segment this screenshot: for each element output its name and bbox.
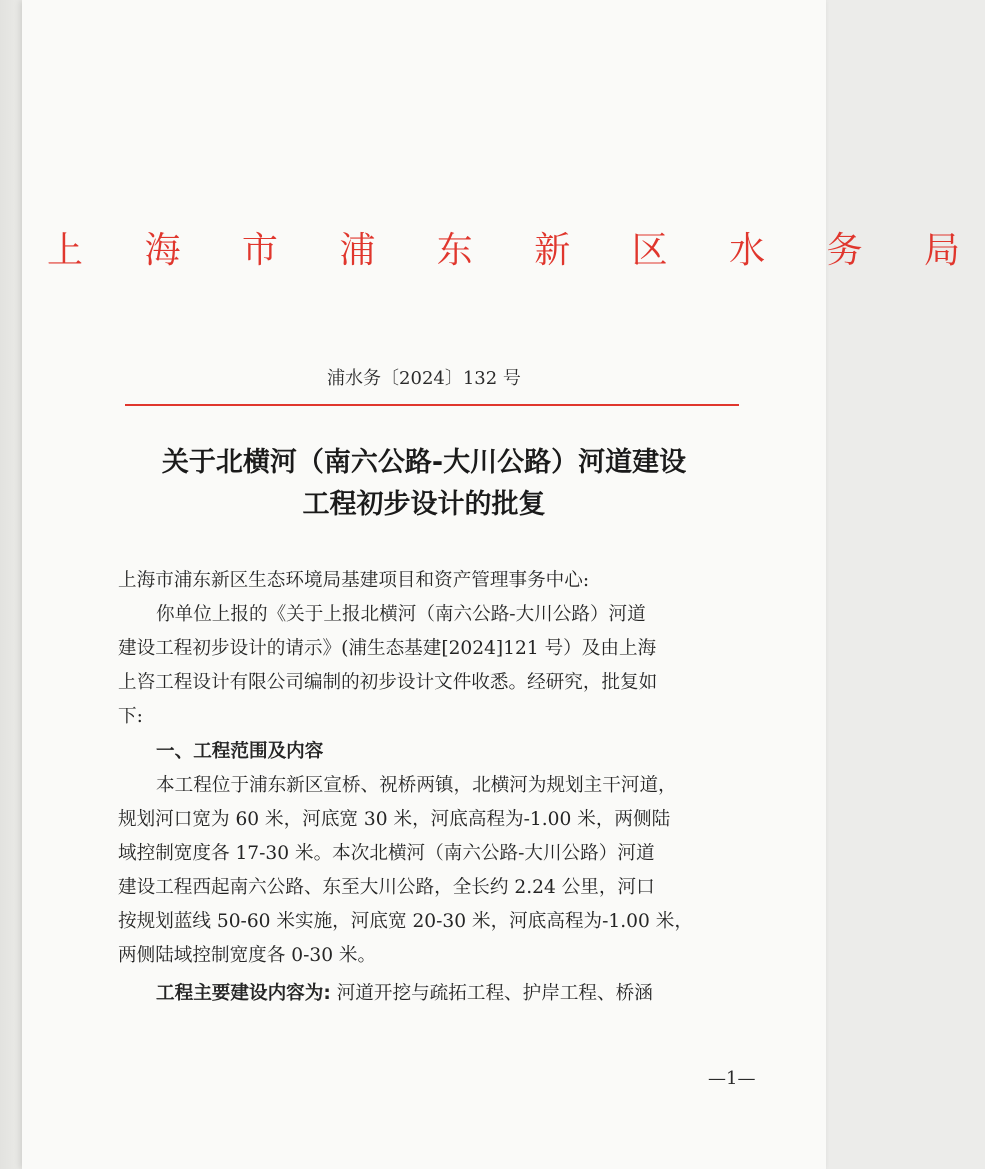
agency-header: 上 海 市 浦 东 新 区 水 务 局: [47, 230, 985, 271]
scan-left-edge: [0, 0, 22, 1169]
paragraph-2-line-2: 规划河口宽为 60 米，河底宽 30 米，河底高程为-1.00 米，两侧陆: [118, 809, 671, 830]
paragraph-2-line-4: 建设工程西起南六公路、东至大川公路，全长约 2.24 公里，河口: [118, 877, 655, 898]
paragraph-2-line-1: 本工程位于浦东新区宣桥、祝桥两镇，北横河为规划主干河道，: [156, 775, 677, 796]
paragraph-3-text: 河道开挖与疏拓工程、护岸工程、桥涵: [330, 983, 653, 1004]
document-title-line-2: 工程初步设计的批复: [302, 489, 546, 520]
paragraph-3-lead: 工程主要建设内容为:: [156, 983, 331, 1004]
paragraph-1-line-2: 建设工程初步设计的请示》(浦生态基建[2024]121 号）及由上海: [118, 638, 657, 659]
paragraph-1-line-3: 上咨工程设计有限公司编制的初步设计文件收悉。经研究，批复如: [118, 672, 658, 693]
paragraph-2-line-6: 两侧陆域控制宽度各 0-30 米。: [118, 945, 377, 966]
document-title-line-1: 关于北横河（南六公路-大川公路）河道建设: [161, 447, 687, 478]
red-divider-line: [125, 404, 739, 406]
page-number: —1—: [708, 1068, 756, 1089]
paragraph-1-line-1: 你单位上报的《关于上报北横河（南六公路-大川公路）河道: [156, 604, 646, 625]
document-number: 浦水务〔2024〕132 号: [327, 368, 521, 389]
paragraph-2-line-3: 域控制宽度各 17-30 米。本次北横河（南六公路-大川公路）河道: [118, 843, 655, 864]
paragraph-2-line-5: 按规划蓝线 50-60 米实施，河底宽 20-30 米，河底高程为-1.00 米，: [118, 911, 693, 932]
document-page: [22, 0, 985, 1169]
paragraph-3-line-1: [156, 982, 758, 1006]
paragraph-1-line-4: 下:: [118, 706, 143, 727]
section-1-heading: 一、工程范围及内容: [156, 741, 324, 762]
addressee: 上海市浦东新区生态环境局基建项目和资产管理事务中心:: [118, 570, 590, 591]
